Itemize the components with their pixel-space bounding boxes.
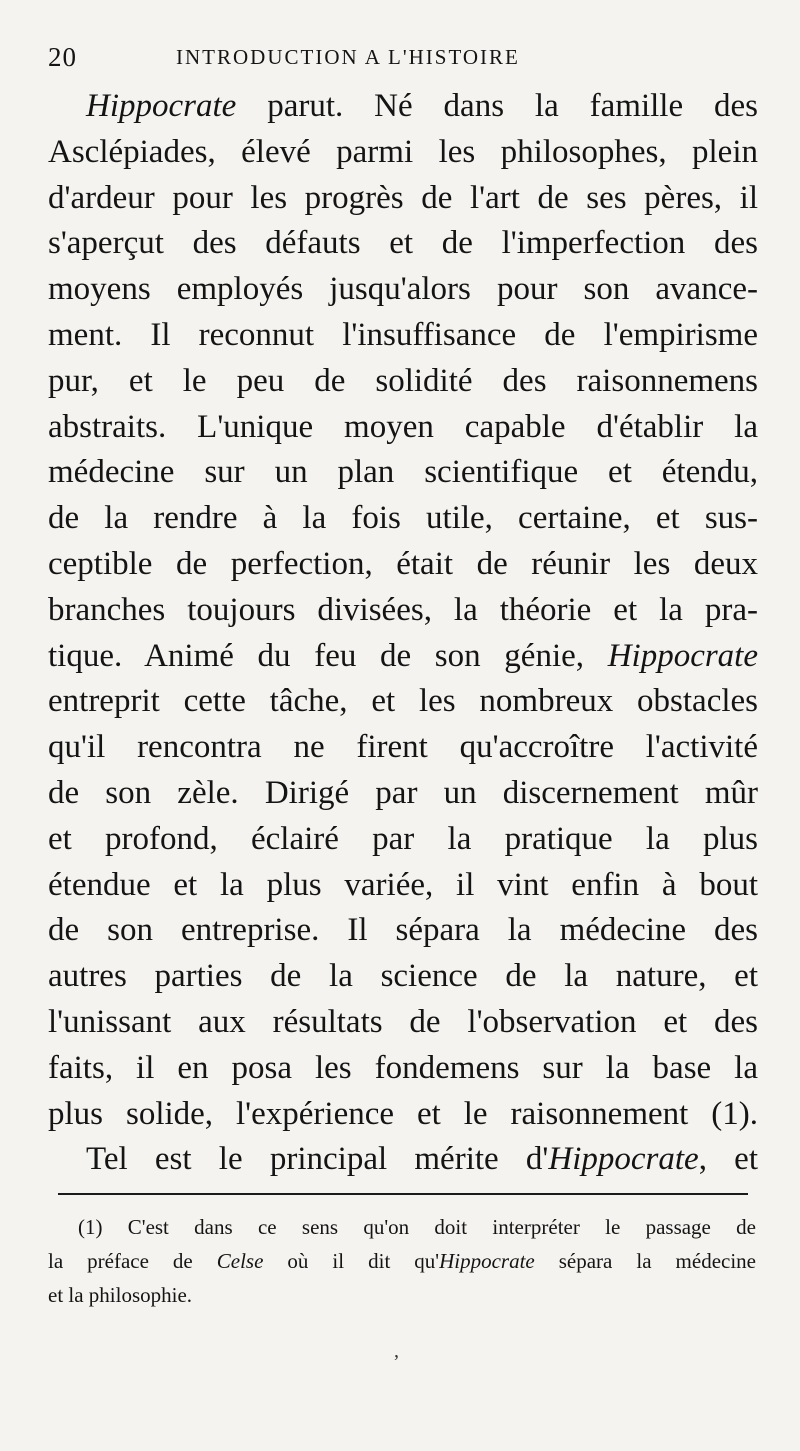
text-line: qu'il rencontra ne firent qu'accroître l'activité [48, 729, 758, 766]
text-line: autres parties de la science de la nature, et [48, 958, 758, 995]
text-line: entreprit cette tâche, et les nombreux obstacles [48, 683, 758, 720]
footnote-rule [58, 1193, 748, 1195]
text-line: de la rendre à la fois utile, certaine, et sus- [48, 500, 758, 537]
text-line: d'ardeur pour les progrès de l'art de ses pères, il [48, 179, 758, 216]
page-header [48, 42, 748, 76]
text-line: l'unissant aux résultats de l'observation et des [48, 1003, 758, 1040]
text-line: étendue et la plus variée, il vint enfin à bout [48, 866, 758, 903]
footnote-line: (1) C'est dans ce sens qu'on doit interpréter le passage de [78, 1215, 756, 1239]
footnote-line: et la philosophie. [48, 1283, 193, 1307]
footnote-line: la préface de Celse où il dit qu'Hippocrate sépara la médecine [48, 1249, 756, 1273]
text-line: moyens employés jusqu'alors pour son avance- [48, 271, 758, 308]
text-line: Asclépiades, élevé parmi les philosophes, plein [48, 133, 758, 170]
page-number: 20 [48, 42, 77, 72]
text-line: Hippocrate parut. Né dans la famille des [86, 88, 758, 124]
text-line: ment. Il reconnut l'insuffisance de l'empirisme [48, 316, 758, 353]
text-line: branches toujours divisées, la théorie et la pra- [48, 591, 758, 628]
running-head: INTRODUCTION A L'HISTOIRE [176, 45, 520, 69]
text-line: Tel est le principal mérite d'Hippocrate, et [86, 1141, 758, 1178]
text-line: abstraits. L'unique moyen capable d'établir la [48, 408, 758, 445]
ink-mark: , [394, 1340, 399, 1362]
text-line: pur, et le peu de solidité des raisonnemens [48, 362, 758, 399]
body-text [48, 84, 758, 1183]
text-line: médecine sur un plan scientifique et étendu, [48, 454, 758, 491]
text-line: de son zèle. Dirigé par un discernement mûr [48, 774, 758, 811]
text-line: s'aperçut des défauts et de l'imperfection des [48, 225, 758, 262]
text-line: tique. Animé du feu de son génie, Hippocrate [48, 637, 758, 674]
text-line: et profond, éclairé par la pratique la plus [48, 820, 758, 857]
footnote [48, 1210, 756, 1312]
text-line: ceptible de perfection, était de réunir les deux [48, 545, 758, 582]
text-line: plus solide, l'expérience et le raisonnement (1). [48, 1095, 758, 1132]
text-line: faits, il en posa les fondemens sur la base la [48, 1049, 758, 1086]
text-line: de son entreprise. Il sépara la médecine des [48, 912, 758, 949]
